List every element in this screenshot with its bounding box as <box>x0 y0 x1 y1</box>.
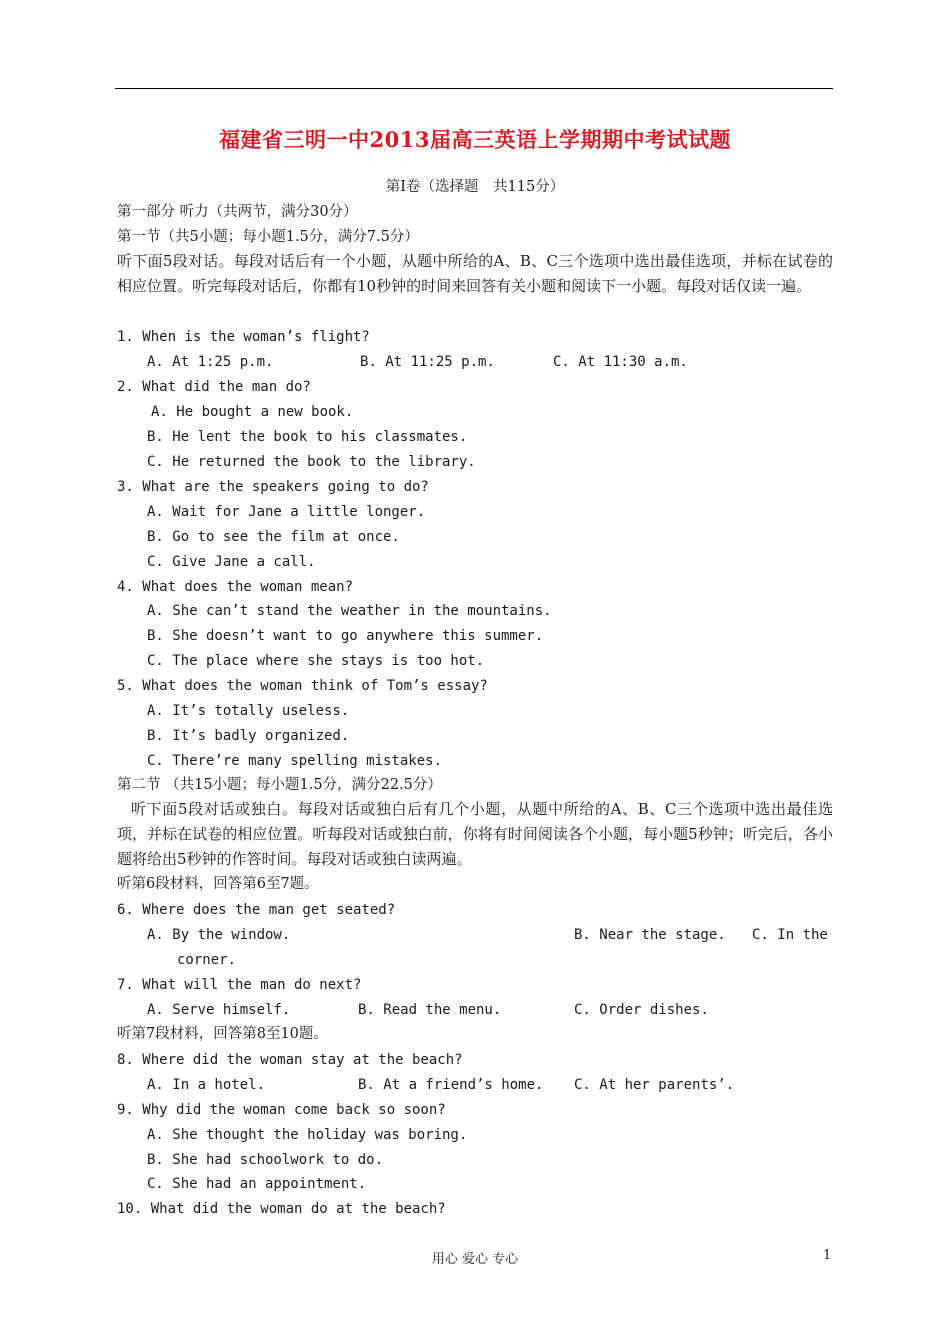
question-3-option-b: B. Go to see the film at once. <box>147 529 400 545</box>
question-7-option-b: B. Read the menu. <box>358 1002 502 1018</box>
question-8-option-b: B. At a friend’s home. <box>358 1077 544 1093</box>
question-6-option-b: B. Near the stage. <box>574 927 726 943</box>
question-1: 1. When is the woman’s flight? <box>117 329 370 345</box>
question-7-option-a: A. Serve himself. <box>147 1002 291 1018</box>
material-7-header: 听第7段材料，回答第8至10题。 <box>117 1026 328 1042</box>
question-4-option-b: B. She doesn’t want to go anywhere this summer. <box>147 628 544 644</box>
question-4-option-c: C. The place where she stays is too hot. <box>147 653 485 669</box>
section-two-header: 第二节 （共15小题；每小题1.5分，满分22.5分） <box>117 777 442 793</box>
section-one-instructions: 听下面5段对话。每段对话后有一个小题，从题中所给的A、B、C三个选项中选出最佳选项，并标在试卷的相应位置。听完每段对话后，你都有10秒钟的时间来回答有关小题和阅读下一小题。每段对话仅读一遍。 <box>117 252 833 295</box>
question-1-option-c: C. At 11:30 a.m. <box>553 354 688 370</box>
question-4-option-a: A. She can’t stand the weather in the mountains. <box>147 603 552 619</box>
question-8-option-c: C. At her parents’. <box>574 1077 735 1093</box>
question-9-option-a: A. She thought the holiday was boring. <box>147 1127 468 1143</box>
page-number: 1 <box>823 1248 832 1263</box>
question-6: 6. Where does the man get seated? <box>117 902 396 918</box>
question-3: 3. What are the speakers going to do? <box>117 479 429 495</box>
question-6-option-a: A. By the window. <box>147 927 291 943</box>
page-footer: 用心 爱心 专心 <box>431 1252 519 1267</box>
question-8-option-a: A. In a hotel. <box>147 1077 266 1093</box>
question-9: 9. Why did the woman come back so soon? <box>117 1102 446 1118</box>
question-5-option-b: B. It’s badly organized. <box>147 728 350 744</box>
section-header: 第I卷（选择题 共115分） <box>385 179 565 195</box>
page-title: 福建省三明一中2013届高三英语上学期期中考试试题 <box>219 127 731 152</box>
question-5: 5. What does the woman think of Tom’s essay? <box>117 678 488 694</box>
question-3-option-a: A. Wait for Jane a little longer. <box>147 504 426 520</box>
part-one-header: 第一部分 听力（共两节，满分30分） <box>117 204 358 220</box>
question-1-option-b: B. At 11:25 p.m. <box>360 354 495 370</box>
question-5-option-c: C. There’re many spelling mistakes. <box>147 753 443 769</box>
question-2-option-a: A. He bought a new book. <box>151 404 354 420</box>
header-rule <box>115 88 833 89</box>
question-5-option-a: A. It’s totally useless. <box>147 703 350 719</box>
question-2-option-c: C. He returned the book to the library. <box>147 454 476 470</box>
question-4: 4. What does the woman mean? <box>117 579 354 595</box>
question-9-option-c: C. She had an appointment. <box>147 1176 367 1192</box>
question-3-option-c: C. Give Jane a call. <box>147 554 316 570</box>
section-one-header: 第一节（共5小题；每小题1.5分，满分7.5分） <box>117 229 419 245</box>
question-7-option-c: C. Order dishes. <box>574 1002 709 1018</box>
question-6-option-c-wrap: corner. <box>177 952 237 968</box>
question-6-option-c: C. In the <box>752 927 828 943</box>
section-two-instructions: 听下面5段对话或独白。每段对话或独白后有几个小题，从题中所给的A、B、C三个选项中选出最佳选项，并标在试卷的相应位置。听每段对话或独白前，你将有时间阅读各个小题，每小题5秒钟；听完后，各小题将给出5秒钟的作答时间。每段对话或独白读两遍。 <box>117 800 833 868</box>
question-9-option-b: B. She had schoolwork to do. <box>147 1152 384 1168</box>
question-2-option-b: B. He lent the book to his classmates. <box>147 429 468 445</box>
question-8: 8. Where did the woman stay at the beach? <box>117 1052 463 1068</box>
material-6-header: 听第6段材料，回答第6至7题。 <box>117 876 319 892</box>
question-2: 2. What did the man do? <box>117 379 311 395</box>
question-1-option-a: A. At 1:25 p.m. <box>147 354 274 370</box>
question-10: 10. What did the woman do at the beach? <box>117 1201 446 1217</box>
question-7: 7. What will the man do next? <box>117 977 362 993</box>
